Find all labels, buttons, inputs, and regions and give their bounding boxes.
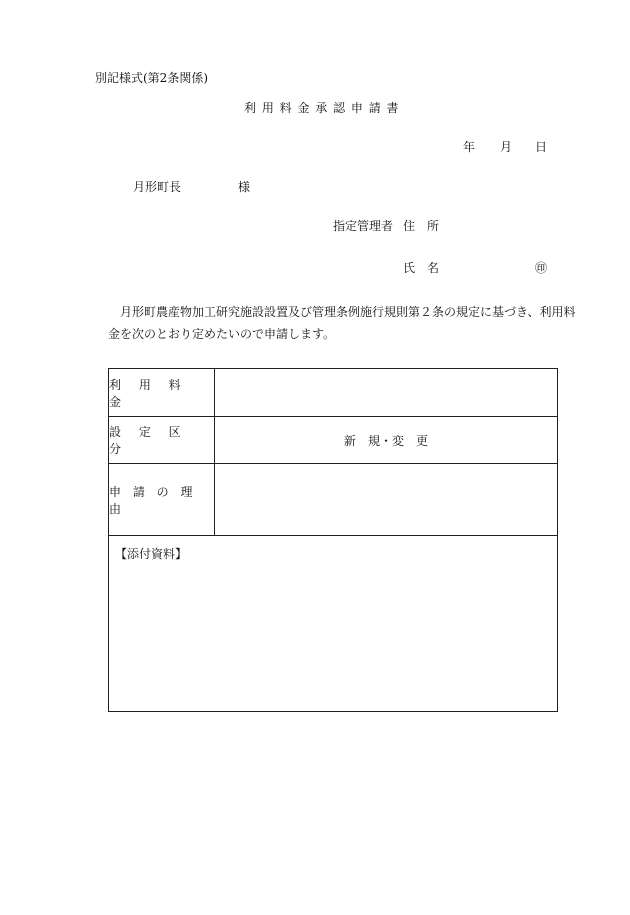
addressee-honorific: 様 — [238, 180, 251, 194]
category-value[interactable]: 新 規・変 更 — [343, 433, 428, 448]
form-number: 別記様式(第2条関係) — [95, 71, 208, 85]
reason-value[interactable] — [215, 464, 557, 535]
application-table — [108, 368, 558, 712]
attachments-label: 【添付資料】 — [115, 547, 188, 561]
fee-value[interactable] — [215, 369, 557, 416]
date-year: 年 — [463, 140, 476, 154]
date-day: 日 — [535, 140, 548, 154]
body-line-2: 金を次のとおり定めたいので申請します。 — [108, 327, 336, 341]
fee-label: 利 用 料 金 — [109, 369, 215, 416]
page-title: 利 用 料 金 承 認 申 請 書 — [244, 101, 400, 115]
table-row — [109, 417, 557, 464]
body-line-1: 月形町農産物加工研究施設設置及び管理条例施行規則第２条の規定に基づき、利用料 — [120, 305, 576, 319]
applicant-name-label: 氏 名 — [403, 261, 440, 275]
date-month: 月 — [500, 140, 513, 154]
reason-label: 申 請 の 理 由 — [109, 464, 215, 535]
table-row — [109, 369, 557, 417]
applicant-role: 指定管理者 — [333, 219, 394, 233]
addressee-name: 月形町長 — [133, 180, 182, 194]
seal-mark: ㊞ — [535, 261, 548, 275]
applicant-address-label: 住 所 — [403, 219, 440, 233]
category-label: 設 定 区 分 — [109, 417, 215, 463]
table-row — [109, 464, 557, 536]
